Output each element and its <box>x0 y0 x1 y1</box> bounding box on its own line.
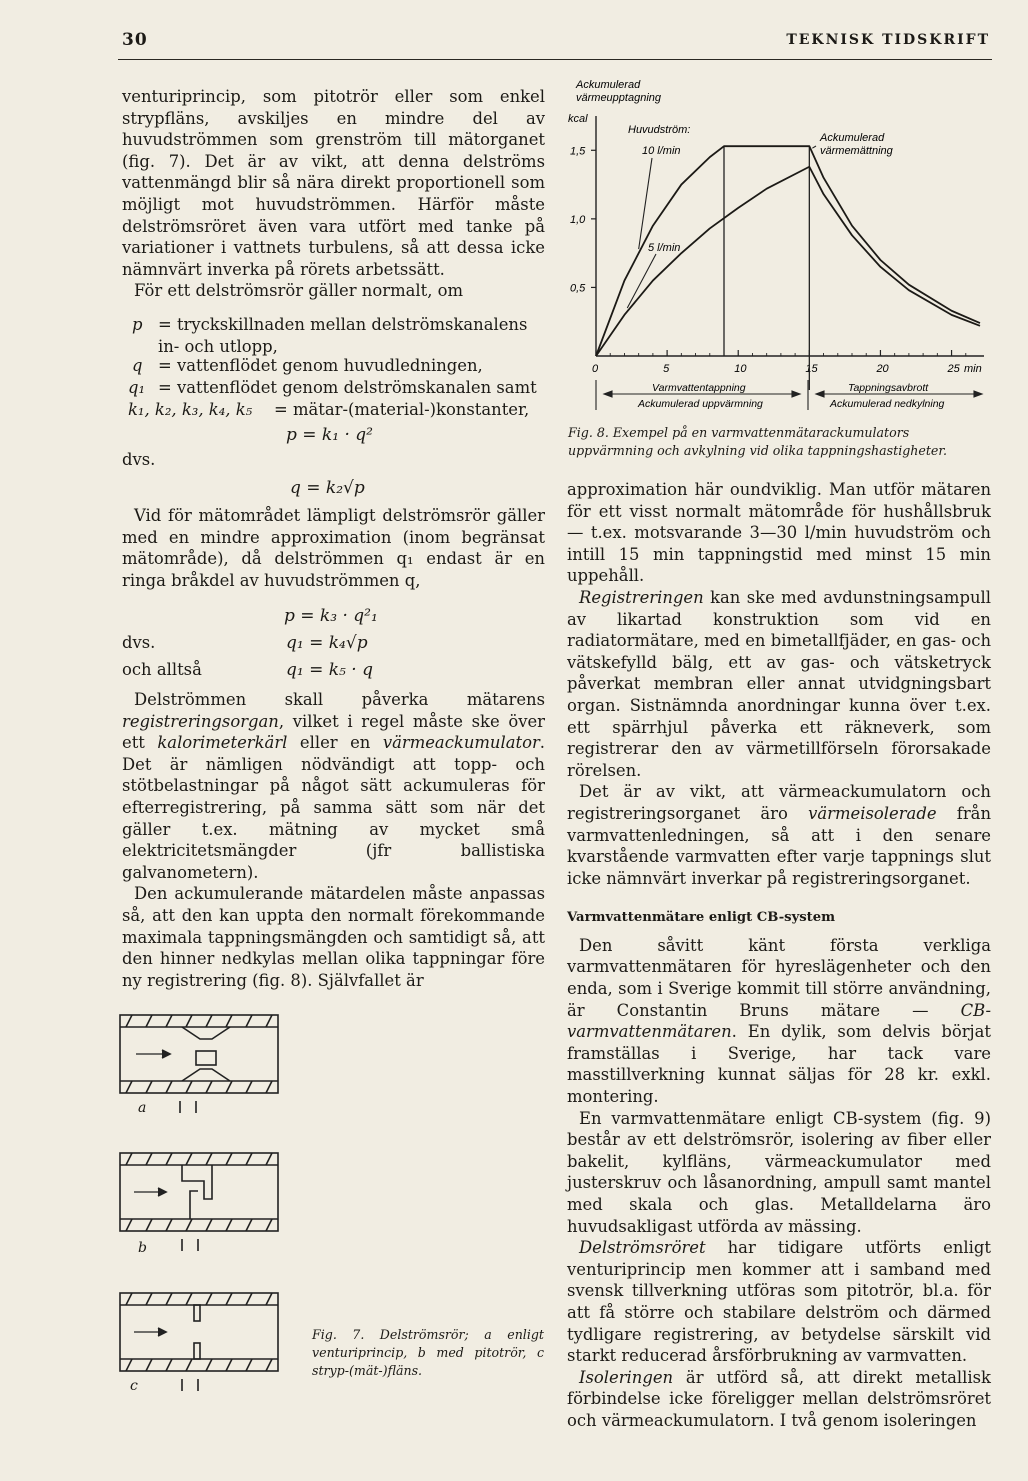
definition-text: = vattenflödet genom huvudledningen, <box>158 356 483 375</box>
curve-label-5: 5 l/min <box>648 242 681 254</box>
equation: p = k₃ · q²₁ <box>284 606 378 626</box>
y-unit: kcal <box>568 113 588 125</box>
y-tick-label: 1,0 <box>570 213 586 226</box>
curve-label-10: 10 l/min <box>642 145 681 157</box>
fig7-orifice-drawing <box>120 1293 278 1371</box>
fig8-chart <box>568 76 998 416</box>
equation: q₁ = k₅ · q <box>286 660 373 680</box>
x-unit: min <box>964 363 982 375</box>
x-tick-label: 20 <box>876 363 889 375</box>
leader-line-right <box>812 146 816 148</box>
definition-text: = vattenflödet genom delströmskanalen samt <box>158 378 537 397</box>
x-tick-label: 15 <box>805 363 818 375</box>
paragraph: Den såvitt känt första verkliga varmvattenmätaren för hyreslägenheter och den enda, som i Sverige kommit till större användning, är Constantin Bruns mätare — CB-varmvattenmätaren. En dylik, som delvis börjat framställas i Sverige, har tack vare masstillverkning kunnat säljas för 28 kr. exkl. montering. <box>567 935 991 1107</box>
fig7-pipe-drawings <box>112 1005 292 1395</box>
right-column <box>567 479 991 1432</box>
fig8-caption: Fig. 8. Exempel på en varmvattenmätarackumulators uppvärmning och avkylning vid olika tappningshastigheter. <box>568 425 947 458</box>
fig7-label-c: c <box>130 1378 138 1394</box>
equation: q = k₂√p <box>290 478 365 498</box>
paragraph: venturiprincip, som pitotrör eller som enkel strypfläns, avskiljes en mindre del av huvudströmmen som grenström till mätorganet (fig. 7). Det är av vikt, att denna delströms vattenmängd blir så nära direkt proportionell som möjligt mot huvudströmmen. Härför måste delströmsröret även vara utfört med tanke på variationer i vattnets turbulens, så att dessa icke nämnvärt inverka på rörets arbetssätt. <box>122 87 545 279</box>
definition-text: in- och utlopp, <box>158 337 278 356</box>
paragraph: För ett delströmsrör gäller normalt, om <box>134 281 464 301</box>
dvs-label: dvs. <box>122 450 156 469</box>
curve-label-main: Huvudström: <box>628 124 691 136</box>
paragraph: Den ackumulerande mätardelen måste anpassas så, att den kan uppta den normalt förekommande maximala tappningsmängden och samtidigt så, att den hinner nedkylas mellan olika tappningar före ny registrering (fig. 8). Självfallet är <box>122 884 545 990</box>
y-title-line1: Ackumulerad <box>576 79 641 91</box>
phase2-line2: Ackumulerad nedkylning <box>830 398 945 410</box>
y-tick-label: 1,5 <box>570 145 586 158</box>
fig7-label-a: a <box>138 1100 147 1116</box>
definition-symbol: k₁, k₂, k₃, k₄, k₅ <box>128 400 253 419</box>
equation: q₁ = k₄√p <box>286 633 368 653</box>
paragraph: En varmvattenmätare enligt CB-system (fig. 9) består av ett delströmsrör, isolering av fiber eller bakelit, kylfläns, värmeackumulator med justerskruv och låsanordning, ampull samt mantel med skala och glas. Metalldelarna äro huvudsakligast utförda av mässing. <box>567 1108 991 1236</box>
left-column-bottom <box>122 689 545 991</box>
definition-symbol: q <box>132 356 143 375</box>
left-column-top <box>122 86 545 302</box>
equation: p = k₁ · q² <box>286 425 373 445</box>
fig7-caption: Fig. 7. Delströmsrör; a enligt venturiprincip, b med pitotrör, c stryp-(mät-)fläns. <box>312 1327 544 1378</box>
header-rule <box>118 59 992 60</box>
x-tick-label: 0 <box>592 363 599 375</box>
paragraph: Registreringen kan ske med avdunstningsampull av likartad konstruktion som vid en radiatormätare, med en bimetallfjäder, en gas- och vätskefylld bälg, ett av gas- och vätsketryck påverkat membran eller annat utvidgningsbart organ. Sistnämnda anordningar kunna över t.ex. ett spärrhjul påverka ett räkneverk, som registrerar den av värmetillförseln förorsakade rörelsen. <box>567 587 991 780</box>
section-heading: Varmvattenmätare enligt CB-system <box>567 910 836 926</box>
x-tick-label: 5 <box>663 363 670 375</box>
fig7-label-b: b <box>138 1240 147 1256</box>
definition-symbol: q₁ <box>128 378 146 397</box>
paragraph: Isoleringen är utförd så, att direkt metallisk förbindelse icke föreligger mellan delströmsröret och värmeackumulatorn. I två genom isoleringen <box>567 1367 991 1430</box>
definition-text: = mätar-(material-)konstanter, <box>274 400 530 419</box>
phase1-line1: Varmvattentappning <box>652 382 746 394</box>
paragraph: Delströmsröret har tidigare utförts enligt venturiprincip men kommer att i samband med svensk tillverkning utföras som pitotrör, bl.a. för att få större och stabilare delström och därmed tydligare registrering, av betydelse särskilt vid starkt reducerad årsförbrukning av varmvatten. <box>567 1238 991 1366</box>
y-tick-label: 0,5 <box>570 282 586 295</box>
paragraph: approximation här oundviklig. Man utför mätaren för ett visst normalt mätområde för hushållsbruk — t.ex. motsvarande 3—30 l/min huvudström och intill 15 min tappningstid med minst 15 min uppehåll. <box>567 480 991 586</box>
definition-text: = tryckskillnaden mellan delströmskanalens <box>158 315 528 334</box>
paragraph: Delströmmen skall påverka mätarens registreringsorgan, vilket i regel måste ske över ett kalorimeterkärl eller en värmeackumulator. Det är nämligen nödvändigt att topp- och stötbelastningar på något sätt ackumuleras för efterregistrering, på samma sätt som när det gäller t.ex. mätning av mycket små elektricitetsmängder (jfr ballistiska galvanometern). <box>122 690 545 882</box>
dvs-label: dvs. <box>122 633 156 652</box>
x-tick-label: 10 <box>734 363 747 375</box>
phase1-line2: Ackumulerad uppvärmning <box>638 398 763 410</box>
phase2-line1: Tappningsavbrott <box>848 382 929 394</box>
right-label-line1: Ackumulerad <box>820 132 885 144</box>
fig7-venturi-drawing <box>120 1015 278 1093</box>
leader-line-10 <box>639 158 652 249</box>
journal-title: TEKNISK TIDSKRIFT <box>786 32 990 48</box>
definition-symbol: p <box>132 315 143 334</box>
page-number: 30 <box>122 30 148 50</box>
paragraph: Det är av vikt, att värmeackumulatorn och registreringsorganet äro värmeisolerade från varmvattenledningen, så att i den senare kvarstående varmvatten efter varje tappnings slut icke nämnvärt inverkar på registreringsorganet. <box>567 782 991 888</box>
series-line-5-l-min <box>596 167 980 356</box>
paragraph: Vid för mätområdet lämpligt delströmsrör gäller med en mindre approximation (inom begränsat mätområde), då delströmmen q₁ endast är en ringa bråkdel av huvudströmmen q, <box>122 506 545 590</box>
right-label-line2: värmemättning <box>820 145 893 157</box>
och-alltsa-label: och alltså <box>122 660 202 679</box>
x-tick-label: 25 <box>947 363 960 375</box>
y-title-line2: värmeupptagning <box>576 92 662 104</box>
fig7-pitot-drawing <box>120 1153 278 1231</box>
left-column-middle <box>122 505 545 591</box>
